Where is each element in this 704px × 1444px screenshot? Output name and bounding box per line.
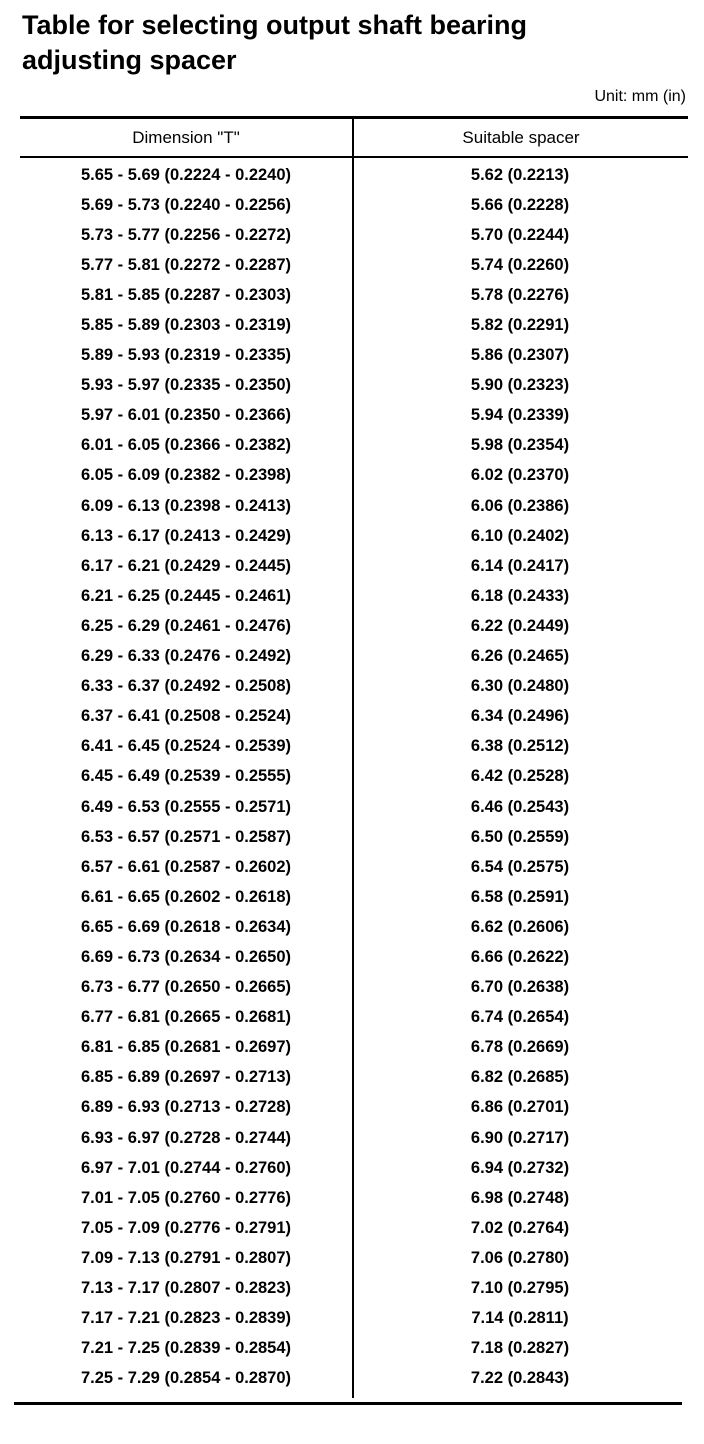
cell-suitable-spacer: 6.50 (0.2559) [470,827,570,846]
table-row [20,762,688,792]
cell-dimension-t: 6.05 - 6.09 (0.2382 - 0.2398) [80,466,292,485]
table-row [20,1093,688,1123]
cell-dimension-t: 6.49 - 6.53 (0.2555 - 0.2571) [80,797,292,816]
cell-dimension-t: 6.25 - 6.29 (0.2461 - 0.2476) [80,616,292,635]
page-title [22,8,682,78]
table-row [20,912,688,942]
cell-dimension-t: 6.33 - 6.37 (0.2492 - 0.2508) [80,677,292,696]
cell-dimension-t: 6.53 - 6.57 (0.2571 - 0.2587) [80,827,292,846]
cell-dimension-t: 6.97 - 7.01 (0.2744 - 0.2760) [80,1158,292,1177]
cell-suitable-spacer: 6.74 (0.2654) [470,1008,570,1027]
table-row [20,852,688,882]
cell-suitable-spacer: 6.38 (0.2512) [470,737,570,756]
cell-dimension-t: 6.85 - 6.89 (0.2697 - 0.2713) [80,1068,292,1087]
table-row [20,611,688,641]
table-row [20,250,688,280]
cell-dimension-t: 6.01 - 6.05 (0.2366 - 0.2382) [80,436,292,455]
cell-dimension-t: 6.57 - 6.61 (0.2587 - 0.2602) [80,857,292,876]
cell-suitable-spacer: 7.18 (0.2827) [470,1339,570,1358]
cell-suitable-spacer: 6.26 (0.2465) [470,647,570,666]
cell-suitable-spacer: 6.58 (0.2591) [470,887,570,906]
table-row [20,792,688,822]
table-row [20,1243,688,1273]
table-row [20,1153,688,1183]
table-row [20,672,688,702]
cell-dimension-t: 7.01 - 7.05 (0.2760 - 0.2776) [80,1188,292,1207]
cell-suitable-spacer: 6.66 (0.2622) [470,947,570,966]
cell-suitable-spacer: 7.10 (0.2795) [470,1279,570,1298]
table-bottom-rule [14,1402,682,1405]
cell-suitable-spacer: 6.86 (0.2701) [470,1098,570,1117]
cell-suitable-spacer: 6.94 (0.2732) [470,1158,570,1177]
cell-dimension-t: 6.65 - 6.69 (0.2618 - 0.2634) [80,917,292,936]
cell-suitable-spacer: 6.14 (0.2417) [470,556,570,575]
unit-label: Unit: mm (in) [594,88,686,105]
table-row [20,1364,688,1394]
cell-suitable-spacer: 6.90 (0.2717) [470,1128,570,1147]
cell-dimension-t: 5.73 - 5.77 (0.2256 - 0.2272) [80,225,292,244]
cell-suitable-spacer: 6.10 (0.2402) [470,526,570,545]
cell-dimension-t: 6.21 - 6.25 (0.2445 - 0.2461) [80,586,292,605]
table-row [20,280,688,310]
cell-dimension-t: 6.61 - 6.65 (0.2602 - 0.2618) [80,887,292,906]
cell-suitable-spacer: 7.06 (0.2780) [470,1248,570,1267]
table-row [20,822,688,852]
cell-suitable-spacer: 6.78 (0.2669) [470,1038,570,1057]
cell-suitable-spacer: 5.94 (0.2339) [470,406,570,425]
cell-dimension-t: 5.93 - 5.97 (0.2335 - 0.2350) [80,376,292,395]
table-row [20,491,688,521]
table-row [20,1334,688,1364]
table-row [20,942,688,972]
table-row [20,882,688,912]
cell-suitable-spacer: 6.82 (0.2685) [470,1068,570,1087]
cell-suitable-spacer: 5.74 (0.2260) [470,255,570,274]
cell-dimension-t: 6.29 - 6.33 (0.2476 - 0.2492) [80,647,292,666]
table-row [20,642,688,672]
cell-suitable-spacer: 5.66 (0.2228) [470,195,570,214]
cell-dimension-t: 7.05 - 7.09 (0.2776 - 0.2791) [80,1218,292,1237]
table-row [20,1304,688,1334]
table-row [20,702,688,732]
table-row [20,341,688,371]
cell-suitable-spacer: 6.22 (0.2449) [470,616,570,635]
table-row [20,1123,688,1153]
cell-suitable-spacer: 7.22 (0.2843) [470,1369,570,1388]
cell-suitable-spacer: 5.98 (0.2354) [470,436,570,455]
table-row [20,310,688,340]
table-row [20,732,688,762]
cell-dimension-t: 6.45 - 6.49 (0.2539 - 0.2555) [80,767,292,786]
cell-suitable-spacer: 6.30 (0.2480) [470,677,570,696]
table-row [20,1183,688,1213]
cell-suitable-spacer: 7.14 (0.2811) [471,1309,569,1328]
cell-dimension-t: 7.13 - 7.17 (0.2807 - 0.2823) [80,1279,292,1298]
table-row [20,461,688,491]
table-row [20,401,688,431]
cell-dimension-t: 7.09 - 7.13 (0.2791 - 0.2807) [80,1248,292,1267]
table-row [20,220,688,250]
title-line-2: adjusting spacer [22,45,237,75]
cell-suitable-spacer: 6.46 (0.2543) [470,797,570,816]
table-row [20,551,688,581]
cell-suitable-spacer: 5.86 (0.2307) [470,346,570,365]
cell-dimension-t: 6.09 - 6.13 (0.2398 - 0.2413) [80,496,292,515]
table-row [20,1003,688,1033]
table-row [20,160,688,190]
cell-dimension-t: 6.89 - 6.93 (0.2713 - 0.2728) [80,1098,292,1117]
table-row [20,581,688,611]
table-row [20,1273,688,1303]
cell-dimension-t: 7.21 - 7.25 (0.2839 - 0.2854) [80,1339,292,1358]
cell-suitable-spacer: 6.42 (0.2528) [470,767,570,786]
table-body [20,160,688,1394]
header-suitable-spacer: Suitable spacer [462,128,580,147]
header-dimension-t: Dimension "T" [132,128,240,147]
cell-suitable-spacer: 5.78 (0.2276) [470,285,570,304]
cell-dimension-t: 6.81 - 6.85 (0.2681 - 0.2697) [80,1038,292,1057]
table-top-rule [20,116,688,119]
table-row [20,1033,688,1063]
cell-suitable-spacer: 5.70 (0.2244) [470,225,570,244]
cell-suitable-spacer: 6.70 (0.2638) [470,978,570,997]
cell-suitable-spacer: 5.62 (0.2213) [470,165,570,184]
cell-suitable-spacer: 6.02 (0.2370) [470,466,570,485]
cell-suitable-spacer: 6.54 (0.2575) [470,857,570,876]
table-row [20,973,688,1003]
table-row [20,1063,688,1093]
cell-dimension-t: 6.13 - 6.17 (0.2413 - 0.2429) [80,526,292,545]
cell-suitable-spacer: 6.34 (0.2496) [470,707,570,726]
table-row [20,371,688,401]
cell-dimension-t: 6.73 - 6.77 (0.2650 - 0.2665) [80,978,292,997]
header-rule [20,156,688,158]
cell-dimension-t: 5.85 - 5.89 (0.2303 - 0.2319) [80,316,292,335]
table-row [20,431,688,461]
cell-suitable-spacer: 6.18 (0.2433) [470,586,570,605]
cell-dimension-t: 5.65 - 5.69 (0.2224 - 0.2240) [80,165,292,184]
cell-suitable-spacer: 6.98 (0.2748) [470,1188,570,1207]
table-row [20,521,688,551]
table-row [20,1213,688,1243]
cell-suitable-spacer: 6.62 (0.2606) [470,917,570,936]
cell-dimension-t: 6.69 - 6.73 (0.2634 - 0.2650) [80,947,292,966]
title-line-1: Table for selecting output shaft bearing [22,10,528,40]
cell-dimension-t: 5.97 - 6.01 (0.2350 - 0.2366) [80,406,292,425]
cell-dimension-t: 6.37 - 6.41 (0.2508 - 0.2524) [80,707,292,726]
cell-suitable-spacer: 5.90 (0.2323) [470,376,570,395]
cell-suitable-spacer: 7.02 (0.2764) [470,1218,570,1237]
cell-dimension-t: 6.41 - 6.45 (0.2524 - 0.2539) [80,737,292,756]
cell-dimension-t: 7.25 - 7.29 (0.2854 - 0.2870) [80,1369,292,1388]
cell-dimension-t: 5.77 - 5.81 (0.2272 - 0.2287) [80,255,292,274]
table-row [20,190,688,220]
cell-dimension-t: 5.81 - 5.85 (0.2287 - 0.2303) [80,285,292,304]
cell-dimension-t: 6.77 - 6.81 (0.2665 - 0.2681) [80,1008,292,1027]
cell-dimension-t: 7.17 - 7.21 (0.2823 - 0.2839) [80,1309,292,1328]
cell-dimension-t: 6.17 - 6.21 (0.2429 - 0.2445) [80,556,292,575]
cell-suitable-spacer: 6.06 (0.2386) [470,496,570,515]
cell-dimension-t: 5.69 - 5.73 (0.2240 - 0.2256) [80,195,292,214]
cell-dimension-t: 6.93 - 6.97 (0.2728 - 0.2744) [80,1128,292,1147]
cell-suitable-spacer: 5.82 (0.2291) [470,316,570,335]
cell-dimension-t: 5.89 - 5.93 (0.2319 - 0.2335) [80,346,292,365]
